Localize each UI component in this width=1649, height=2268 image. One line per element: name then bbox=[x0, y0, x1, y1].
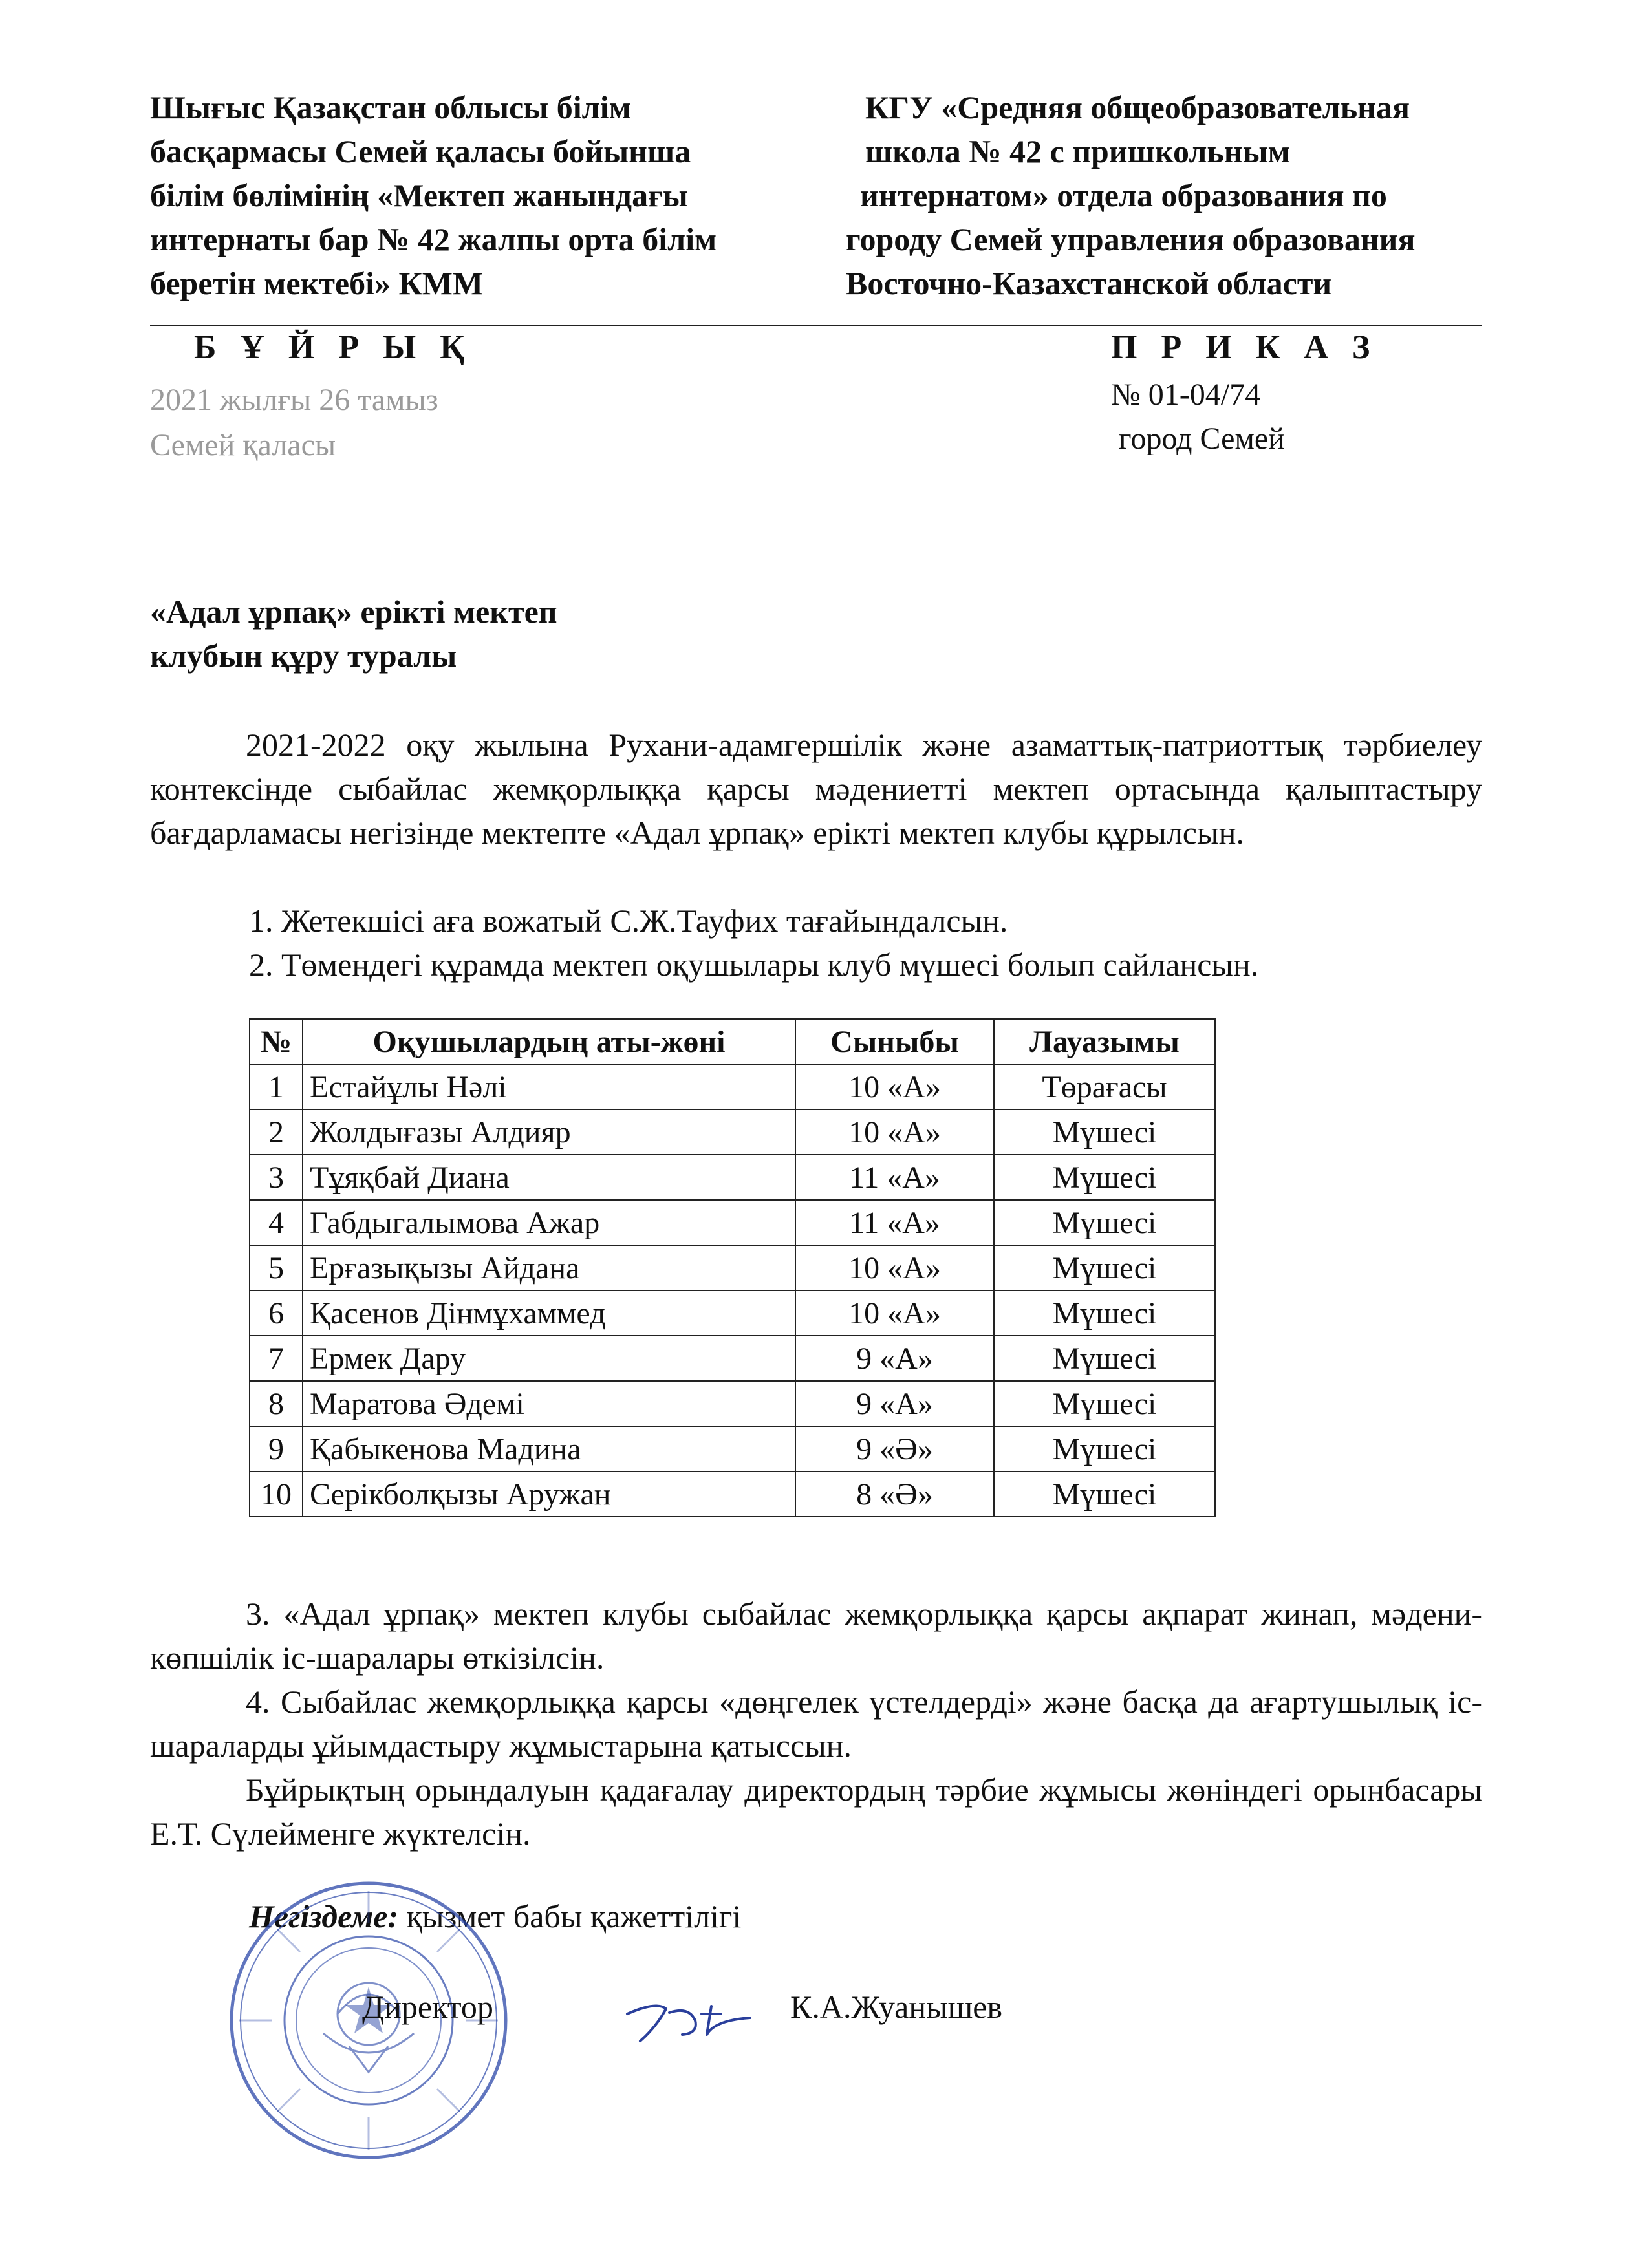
row-role: Мүшесі bbox=[994, 1471, 1215, 1517]
order-title-kz: Б Ұ Й Р Ы Қ bbox=[194, 329, 472, 366]
row-number: 6 bbox=[250, 1290, 303, 1336]
row-role: Мүшесі bbox=[994, 1336, 1215, 1381]
control-paragraph: Бұйрықтың орындалуын қадағалау директордың тәрбие жұмысы жөніндегі орынбасары Е.Т. Сүлейменге жүктелсін. bbox=[150, 1771, 1482, 1852]
order-date-kz: 2021 жылғы 26 тамыз bbox=[150, 383, 438, 417]
row-name: Ермек Дару bbox=[303, 1336, 795, 1381]
table-row bbox=[250, 1200, 1215, 1245]
header-kz-line: Шығыс Қазақстан облысы білім bbox=[150, 89, 631, 125]
row-number: 2 bbox=[250, 1109, 303, 1155]
header-kz-line: басқармасы Семей қаласы бойынша bbox=[150, 133, 691, 169]
row-class: 10 «А» bbox=[795, 1245, 994, 1290]
header-ru-line: школа № 42 с пришкольным bbox=[865, 133, 1290, 169]
order-number: № 01-04/74 bbox=[1111, 378, 1261, 412]
header-kz-organization bbox=[150, 85, 848, 305]
header-kz-line: интернаты бар № 42 жалпы орта білім bbox=[150, 221, 717, 257]
table-row bbox=[250, 1381, 1215, 1426]
row-number: 7 bbox=[250, 1336, 303, 1381]
col-header-number: № bbox=[250, 1019, 303, 1064]
table-row bbox=[250, 1245, 1215, 1290]
row-class: 9 «А» bbox=[795, 1381, 994, 1426]
row-role: Мүшесі bbox=[994, 1426, 1215, 1471]
row-class: 9 «Ә» bbox=[795, 1426, 994, 1471]
item-3: 3. «Адал ұрпақ» мектеп клубы сыбайлас жемқорлыққа қарсы ақпарат жинап, мәдени-көпшілік іс-шаралары өткізілсін. bbox=[150, 1596, 1482, 1676]
row-name: Ерғазықызы Айдана bbox=[303, 1245, 795, 1290]
row-name: Естайұлы Нәлі bbox=[303, 1064, 795, 1109]
row-name: Тұяқбай Диана bbox=[303, 1155, 795, 1200]
row-role: Мүшесі bbox=[994, 1200, 1215, 1245]
row-number: 4 bbox=[250, 1200, 303, 1245]
row-name: Серікболқызы Аружан bbox=[303, 1471, 795, 1517]
subject-line: клубын құру туралы bbox=[150, 637, 457, 674]
row-number: 1 bbox=[250, 1064, 303, 1109]
col-header-role: Лауазымы bbox=[994, 1019, 1215, 1064]
item-1: 1. Жетекшісі аға вожатый С.Ж.Тауфих тағайындалсын. bbox=[249, 903, 1008, 939]
header-kz-line: білім бөлімінің «Мектеп жанындағы bbox=[150, 177, 688, 213]
row-class: 10 «А» bbox=[795, 1064, 994, 1109]
subject-line: «Адал ұрпақ» ерікті мектеп bbox=[150, 594, 557, 630]
header-ru-line: интернатом» отдела образования по bbox=[860, 177, 1387, 213]
col-header-name: Оқушылардың аты-жөні bbox=[303, 1019, 795, 1064]
table-row bbox=[250, 1290, 1215, 1336]
table-row bbox=[250, 1155, 1215, 1200]
row-role: Төрағасы bbox=[994, 1064, 1215, 1109]
row-name: Жолдығазы Алдияр bbox=[303, 1109, 795, 1155]
row-name: Қабыкенова Мадина bbox=[303, 1426, 795, 1471]
table-row bbox=[250, 1426, 1215, 1471]
row-number: 5 bbox=[250, 1245, 303, 1290]
row-number: 8 bbox=[250, 1381, 303, 1426]
row-role: Мүшесі bbox=[994, 1155, 1215, 1200]
order-city-ru: город Семей bbox=[1119, 422, 1285, 456]
table-row bbox=[250, 1064, 1215, 1109]
row-class: 11 «А» bbox=[795, 1155, 994, 1200]
table-row bbox=[250, 1471, 1215, 1517]
row-class: 10 «А» bbox=[795, 1109, 994, 1155]
row-class: 11 «А» bbox=[795, 1200, 994, 1245]
row-role: Мүшесі bbox=[994, 1245, 1215, 1290]
row-name: Габдыгалымова Ажар bbox=[303, 1200, 795, 1245]
row-role: Мүшесі bbox=[994, 1381, 1215, 1426]
header-ru-organization bbox=[846, 85, 1570, 305]
row-number: 9 bbox=[250, 1426, 303, 1471]
basis-text: қызмет бабы қажеттілігі bbox=[398, 1898, 742, 1934]
header-divider bbox=[150, 325, 1482, 326]
signature-position: Директор bbox=[362, 1989, 493, 2025]
members-table bbox=[249, 1018, 1216, 1517]
header-ru-line: КГУ «Средняя общеобразовательная bbox=[865, 89, 1410, 125]
director-name: К.А.Жуанышев bbox=[790, 1989, 1003, 2025]
table-row bbox=[250, 1336, 1215, 1381]
row-class: 9 «А» bbox=[795, 1336, 994, 1381]
header-ru-line: городу Семей управления образования bbox=[846, 221, 1416, 257]
row-class: 10 «А» bbox=[795, 1290, 994, 1336]
row-role: Мүшесі bbox=[994, 1290, 1215, 1336]
item-4: 4. Сыбайлас жемқорлыққа қарсы «дөңгелек үстелдерді» және басқа да ағартушылық іс-шараларды ұйымдастыру жұмыстарына қатыссын. bbox=[150, 1684, 1482, 1764]
order-title-ru: П Р И К А З bbox=[1111, 329, 1378, 366]
header-ru-line: Восточно-Казахстанской области bbox=[846, 265, 1332, 301]
row-name: Маратова Әдемі bbox=[303, 1381, 795, 1426]
basis-label: Негіздеме: bbox=[249, 1898, 399, 1934]
intro-paragraph: 2021-2022 оқу жылына Рухани-адамгершілік және азаматтық-патриоттық тәрбиелеу контексінде сыбайлас жемқорлыққа қарсы мәдениетті мектеп ортасында қалыптастыру бағдарламасы негізінде мектепте «Адал ұрпақ» ерікті мектеп клубы құрылсын. bbox=[150, 727, 1482, 851]
row-class: 8 «Ә» bbox=[795, 1471, 994, 1517]
row-number: 10 bbox=[250, 1471, 303, 1517]
handwritten-signature bbox=[618, 1995, 773, 2046]
col-header-class: Сыныбы bbox=[795, 1019, 994, 1064]
order-city-kz: Семей қаласы bbox=[150, 428, 336, 462]
item-2: 2. Төмендегі құрамда мектеп оқушылары клуб мүшесі болып сайлансын. bbox=[249, 947, 1259, 983]
table-row bbox=[250, 1109, 1215, 1155]
table-header-row bbox=[250, 1019, 1215, 1064]
row-name: Қасенов Дінмұхаммед bbox=[303, 1290, 795, 1336]
order-subject bbox=[150, 590, 732, 678]
row-number: 3 bbox=[250, 1155, 303, 1200]
header-kz-line: беретін мектебі» КММ bbox=[150, 265, 484, 301]
row-role: Мүшесі bbox=[994, 1109, 1215, 1155]
